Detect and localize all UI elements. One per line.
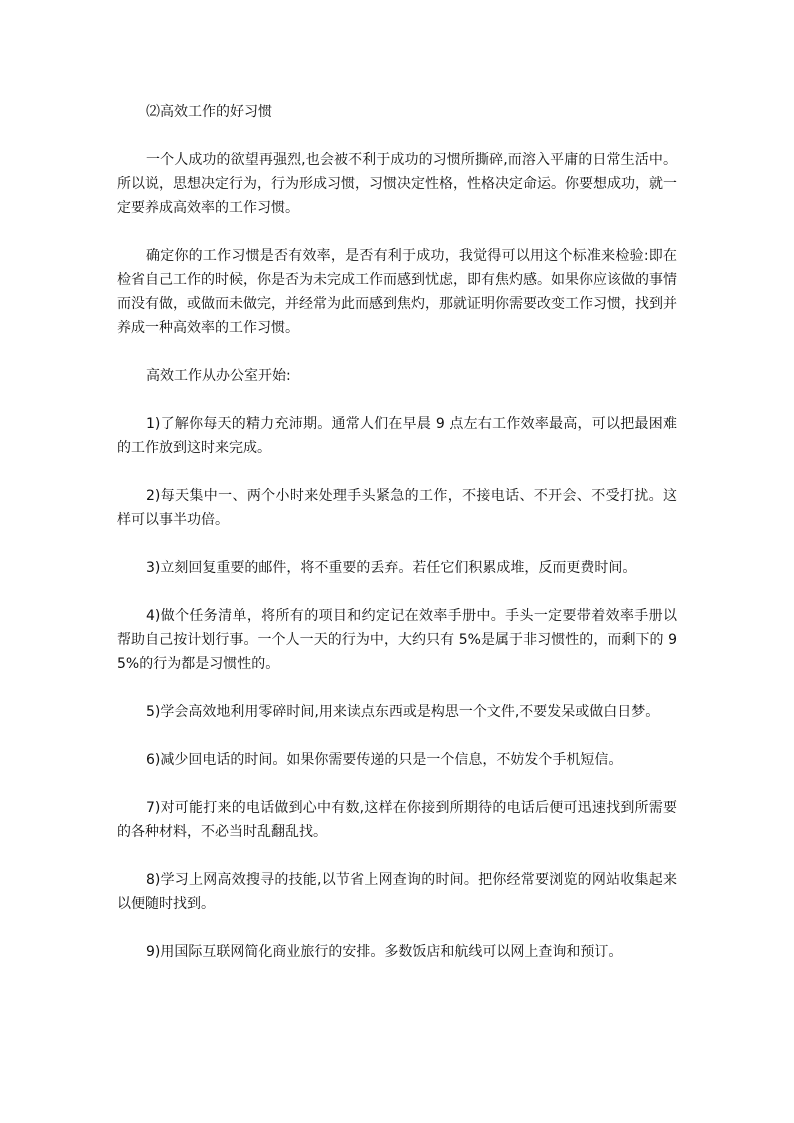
list-item-2: 2)每天集中一、两个小时来处理手头紧急的工作，不接电话、不开会、不受打扰。这样可以事半功倍。 — [117, 488, 677, 528]
list-item-7: 7)对可能打来的电话做到心中有数,这样在你接到所期待的电话后便可迅速找到所需要的各种材料，不必当时乱翻乱找。 — [117, 800, 677, 840]
list-item-1: 1)了解你每天的精力充沛期。通常人们在早晨 9 点左右工作效率最高，可以把最困难的工作放到这时来完成。 — [117, 416, 677, 456]
section-heading: ⑵高效工作的好习惯 — [146, 104, 272, 120]
paragraph-intro: 一个人成功的欲望再强烈,也会被不利于成功的习惯所撕碎,而溶入平庸的日常生活中。所以说，思想决定行为，行为形成习惯，习惯决定性格，性格决定命运。你要想成功，就一定要养成高效率的工作习惯。 — [117, 152, 677, 216]
document-body — [117, 100, 677, 988]
paragraph-office-start: 高效工作从办公室开始: — [146, 368, 291, 384]
list-item-9: 9)用国际互联网简化商业旅行的安排。多数饭店和航线可以网上查询和预订。 — [146, 944, 623, 960]
list-item-3: 3)立刻回复重要的邮件，将不重要的丢弃。若任它们积累成堆，反而更费时间。 — [146, 560, 637, 576]
list-item-8: 8)学习上网高效搜寻的技能,以节省上网查询的时间。把你经常要浏览的网站收集起来以便随时找到。 — [117, 872, 677, 912]
list-item-6: 6)减少回电话的时间。如果你需要传递的只是一个信息，不妨发个手机短信。 — [146, 752, 623, 768]
list-item-4: 4)做个任务清单，将所有的项目和约定记在效率手册中。手头一定要带着效率手册以帮助自己按计划行事。一个人一天的行为中，大约只有 5%是属于非习惯性的，而剩下的 95%的行为都是习惯性的。 — [117, 608, 677, 672]
paragraph-criteria: 确定你的工作习惯是否有效率，是否有利于成功，我觉得可以用这个标准来检验:即在检省自己工作的时候，你是否为未完成工作而感到忧虑，即有焦灼感。如果你应该做的事情而没有做，或做而未做完，并经常为此而感到焦灼，那就证明你需要改变工作习惯，找到并养成一种高效率的工作习惯。 — [117, 248, 677, 336]
list-item-5: 5)学会高效地利用零碎时间,用来读点东西或是构思一个文件,不要发呆或做白日梦。 — [146, 704, 660, 720]
